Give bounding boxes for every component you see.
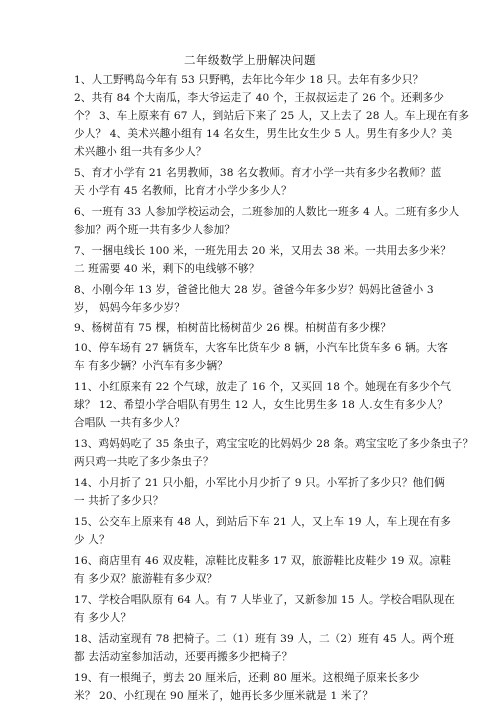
text-line: 9、杨树苗有 75 棵，柏树苗比杨树苗少 26 棵。柏树苗有多少棵？ bbox=[74, 322, 392, 334]
text-line: 少人？ 4、美术兴趣小组有 14 名女生，男生比女生少 5 人。男生有多少人？美 bbox=[74, 128, 453, 140]
text-line: 术兴趣小 组一共有多少人？ bbox=[74, 146, 207, 158]
text-line: 17、学校合唱队原有 64 人。有 7 人毕业了，又新参加 15 人。学校合唱队现在 bbox=[74, 594, 455, 606]
text-line: 5、育才小学有 21 名男教师，38 名女教师。育才小学一共有多少名教师？蓝 bbox=[74, 167, 442, 179]
text-line: 10、停车场有 27 辆货车，大客车比货车少 8 辆，小汽车比货车多 6 辆。大客 bbox=[74, 342, 449, 354]
text-line: 有 多少人？ bbox=[74, 612, 132, 624]
text-line: 14、小月折了 21 只小船，小军比小月少折了 9 只。小军折了多少只？他们俩 bbox=[74, 477, 445, 489]
text-line: 13、鸡妈妈吃了 35 条虫子，鸡宝宝吃的比妈妈少 28 条。鸡宝宝吃了多少条虫子？ bbox=[74, 438, 474, 450]
text-line: 岁， 妈妈今年多少岁？ bbox=[74, 302, 185, 314]
text-line: 一 共折了多少只？ bbox=[74, 495, 164, 507]
text-line: 8、小刚今年 13 岁，爸爸比他大 28 岁。爸爸今年多少岁？妈妈比爸爸小 3 bbox=[74, 284, 434, 296]
text-line: 两只鸡一共吃了多少条虫子？ bbox=[74, 456, 214, 468]
text-line: 7、一捆电线长 100 米，一班先用去 20 米，又用去 38 米。一共用去多少米？ bbox=[74, 245, 452, 257]
text-line: 1、人工野鸭岛今年有 53 只野鸭，去年比今年少 18 只。去年有多少只？ bbox=[74, 74, 424, 86]
text-line: 车 有多少辆？小汽车有多少辆？ bbox=[74, 360, 228, 372]
text-line: 18、活动室现有 78 把椅子。二（1）班有 39 人，二（2）班有 45 人。两个班 bbox=[74, 633, 455, 645]
text-line: 19、有一根绳子，剪去 20 厘米后，还剩 80 厘米。这根绳子原来长多少 bbox=[74, 672, 420, 684]
text-line: 参加？两个班一共有多少人参加？ bbox=[74, 224, 236, 236]
text-line: 米？ 20、小红现在 90 厘米了，她再长多少厘米就是 1 米了？ bbox=[74, 690, 374, 702]
text-line: 16、商店里有 46 双皮鞋，凉鞋比皮鞋多 17 双，旅游鞋比皮鞋少 19 双。凉鞋 bbox=[74, 555, 452, 567]
text-line: 二 班需要 40 米，剩下的电线够不够？ bbox=[74, 263, 260, 275]
text-line: 11、小红原来有 22 个气球，放走了 16 个，又买回 18 个。她现在有多少个气 bbox=[74, 381, 452, 393]
page-title: 二年级数学上册解决问题 bbox=[184, 53, 316, 67]
text-line: 球？ 12、希望小学合唱队有男生 12 人，女生比男生多 18 人.女生有多少人？ bbox=[74, 399, 449, 411]
text-line: 有 多少双？旅游鞋有多少双？ bbox=[74, 573, 218, 585]
text-line: 少 人？ bbox=[74, 534, 110, 546]
text-line: 15、公交车上原来有 48 人，到站后下车 21 人，又上车 19 人，车上现在有多 bbox=[74, 516, 452, 528]
text-line: 6、一班有 33 人参加学校运动会，二班参加的人数比一班多 4 人。二班有多少人 bbox=[74, 206, 460, 218]
text-line: 都 去活动室参加活动，还要再搬多少把椅子？ bbox=[74, 651, 293, 663]
text-line: 天 小学有 45 名教师，比育才小学少多少人？ bbox=[74, 185, 292, 197]
text-line: 个？ 3、车上原来有 67 人，到站后下来了 25 人，又上去了 28 人。车上现在有多 bbox=[74, 110, 470, 122]
text-line: 合唱队 一共有多少人？ bbox=[74, 417, 185, 429]
text-line: 2、共有 84 个大南瓜，李大爷运走了 40 个，王叔叔运走了 26 个。还剩多少 bbox=[74, 92, 445, 104]
